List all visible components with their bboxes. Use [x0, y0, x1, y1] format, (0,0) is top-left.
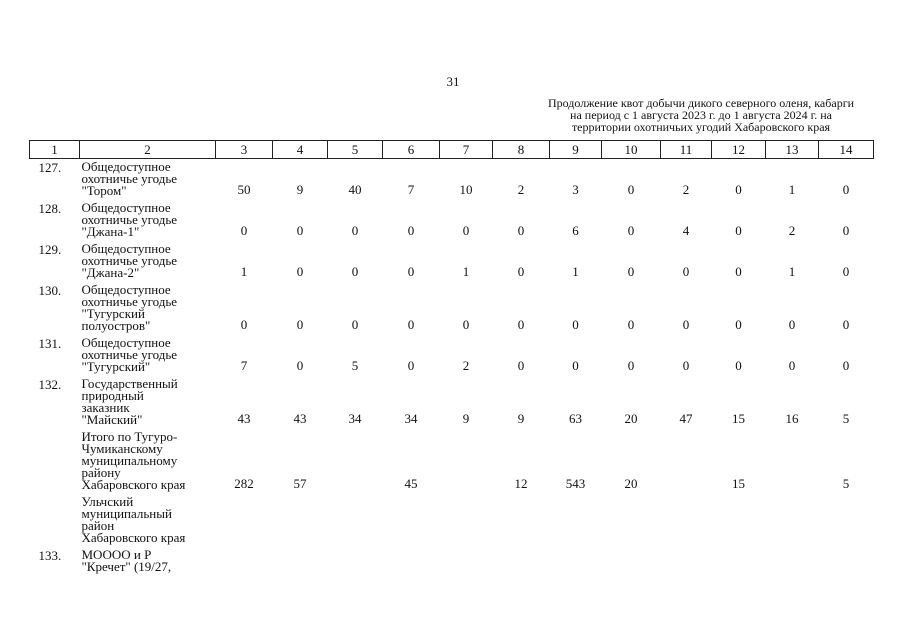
- column-number-8: 8: [493, 141, 550, 159]
- quota-value: 43: [293, 411, 307, 426]
- quota-value: 1: [240, 264, 248, 279]
- name-line: охотничье угодье: [81, 171, 178, 186]
- row-number: 130.: [38, 283, 62, 298]
- quota-value: [328, 494, 383, 547]
- quota-value: 9: [517, 411, 525, 426]
- name-line: Государственный: [81, 376, 178, 391]
- quota-value: [766, 547, 819, 576]
- quota-value: 0: [240, 317, 248, 332]
- quota-value: 0: [296, 223, 304, 238]
- column-number-9: 9: [550, 141, 602, 159]
- quota-value: [493, 494, 550, 547]
- hunting-ground-name: [80, 282, 216, 335]
- quota-value: 16: [785, 411, 799, 426]
- quota-value: 45: [404, 476, 418, 491]
- quota-value: 4: [682, 223, 690, 238]
- quota-value: 0: [296, 358, 304, 373]
- name-line: район: [81, 518, 115, 533]
- quota-value: 2: [462, 358, 470, 373]
- quota-value: 0: [682, 264, 690, 279]
- column-number-14: 14: [819, 141, 874, 159]
- column-number-2: 2: [80, 141, 216, 159]
- row-number: 131.: [38, 336, 62, 351]
- quota-value: 0: [788, 358, 796, 373]
- quota-value: 0: [572, 358, 579, 373]
- name-line: "Джана-1": [81, 224, 140, 239]
- quota-value: 12: [514, 476, 528, 491]
- hunting-ground-name: [80, 547, 216, 576]
- quota-value: 63: [569, 411, 582, 426]
- name-line: "Кречет" (19/27,: [81, 559, 172, 574]
- quota-value: [766, 494, 819, 547]
- column-number-10: 10: [602, 141, 661, 159]
- name-line: Итого по Тугуро-: [81, 429, 178, 444]
- quota-value: 57: [293, 476, 307, 491]
- quota-value: 0: [735, 264, 742, 279]
- quota-value: [712, 547, 766, 576]
- name-line: "Майский": [81, 412, 143, 427]
- row-number: 129.: [38, 242, 62, 257]
- row-number: 132.: [38, 377, 62, 392]
- quota-value: [440, 429, 493, 494]
- quota-value: 0: [240, 223, 248, 238]
- quota-value: 0: [517, 317, 525, 332]
- quota-value: 0: [517, 358, 525, 373]
- name-line: району: [81, 465, 121, 480]
- quota-value: 5: [842, 411, 850, 426]
- quota-value: [440, 547, 493, 576]
- name-line: муниципальный: [81, 506, 172, 521]
- name-line: "Тугурский: [81, 306, 145, 321]
- name-line: охотничье угодье: [81, 253, 178, 268]
- name-line: Хабаровского края: [81, 530, 186, 545]
- quota-value: 0: [788, 317, 796, 332]
- quota-value: 543: [565, 476, 586, 491]
- continuation-heading-line: территории охотничьих угодий Хабаровского края: [571, 120, 831, 134]
- quota-value: 20: [624, 411, 638, 426]
- quota-value: 0: [407, 223, 415, 238]
- name-line: охотничье угодье: [81, 212, 178, 227]
- column-number-4: 4: [273, 141, 328, 159]
- column-number-5: 5: [328, 141, 383, 159]
- quota-value: 0: [627, 317, 635, 332]
- quota-value: [661, 547, 712, 576]
- quota-value: 2: [517, 182, 525, 197]
- quota-value: 0: [842, 223, 850, 238]
- quota-value: 5: [351, 358, 359, 373]
- continuation-heading-line: Продолжение квот добычи дикого северного оленя, кабарги: [547, 96, 855, 110]
- quota-value: [661, 429, 712, 494]
- row-number: 133.: [38, 548, 62, 563]
- name-line: природный: [81, 388, 144, 403]
- quota-value: 0: [351, 317, 359, 332]
- hunting-ground-name: [80, 241, 216, 282]
- name-line: Чумиканскому: [81, 441, 163, 456]
- quota-value: 0: [842, 182, 850, 197]
- column-number-13: 13: [766, 141, 819, 159]
- quota-value: [440, 494, 493, 547]
- table-row: [30, 335, 874, 376]
- quota-value: [383, 494, 440, 547]
- column-number-11: 11: [661, 141, 712, 159]
- name-line: Общедоступное: [81, 200, 171, 215]
- quota-value: 7: [407, 182, 415, 197]
- quota-value: 0: [627, 223, 635, 238]
- quota-value: [273, 494, 328, 547]
- quota-value: 34: [348, 411, 362, 426]
- column-number-7: 7: [440, 141, 493, 159]
- quota-value: 0: [517, 264, 525, 279]
- row-number: [30, 429, 80, 494]
- row-number: [30, 494, 80, 547]
- quota-value: [819, 547, 874, 576]
- name-line: Общедоступное: [81, 282, 171, 297]
- quota-value: 0: [462, 317, 470, 332]
- name-line: Общедоступное: [81, 335, 171, 350]
- table-row: [30, 494, 874, 547]
- quota-value: 0: [682, 317, 690, 332]
- quota-value: 0: [682, 358, 690, 373]
- quota-value: [602, 547, 661, 576]
- page-number: 31: [446, 74, 460, 89]
- quota-value: [602, 494, 661, 547]
- quota-value: 0: [842, 317, 850, 332]
- quota-value: 40: [348, 182, 362, 197]
- name-line: "Тором": [81, 183, 127, 198]
- quota-value: [550, 547, 602, 576]
- quota-value: 0: [842, 358, 850, 373]
- name-line: МОООО и Р: [81, 547, 152, 562]
- quota-value: 15: [732, 411, 745, 426]
- quota-value: 50: [237, 182, 251, 197]
- quota-value: 1: [572, 264, 579, 279]
- quota-value: 0: [407, 264, 415, 279]
- quota-value: 1: [788, 182, 796, 197]
- hunting-ground-name: [80, 335, 216, 376]
- name-line: Общедоступное: [81, 241, 171, 256]
- quota-value: 0: [407, 358, 415, 373]
- table-row: [30, 429, 874, 494]
- quota-value: 0: [735, 182, 742, 197]
- quota-value: 0: [517, 223, 525, 238]
- quota-value: 47: [679, 411, 693, 426]
- quota-value: 43: [237, 411, 251, 426]
- quota-value: 0: [627, 182, 635, 197]
- name-line: заказник: [81, 400, 130, 415]
- quota-value: [712, 494, 766, 547]
- quota-value: 282: [234, 476, 254, 491]
- quota-value: [493, 547, 550, 576]
- quota-value: 0: [627, 264, 635, 279]
- name-line: Общедоступное: [81, 159, 171, 174]
- name-line: "Тугурский": [81, 359, 151, 374]
- table-row: [30, 282, 874, 335]
- quota-value: 0: [735, 358, 742, 373]
- quota-value: 15: [732, 476, 745, 491]
- quota-value: [661, 494, 712, 547]
- table-row: [30, 376, 874, 429]
- quota-value: 0: [842, 264, 850, 279]
- column-number-6: 6: [383, 141, 440, 159]
- quota-value: 20: [624, 476, 638, 491]
- hunting-ground-name: [80, 429, 216, 494]
- name-line: Ульчский: [81, 494, 134, 509]
- hunting-ground-name: [80, 159, 216, 201]
- quota-value: 1: [462, 264, 470, 279]
- continuation-heading: [520, 97, 882, 133]
- quota-value: 9: [462, 411, 470, 426]
- quota-value: 6: [572, 223, 579, 238]
- quota-value: 7: [240, 358, 248, 373]
- quota-value: 10: [459, 182, 473, 197]
- name-line: муниципальному: [81, 453, 178, 468]
- quota-value: 0: [627, 358, 635, 373]
- quota-value: 0: [407, 317, 415, 332]
- table-row: [30, 159, 874, 201]
- column-number-3: 3: [216, 141, 273, 159]
- hunting-ground-name: [80, 200, 216, 241]
- quota-value: 5: [842, 476, 850, 491]
- quota-table: [29, 140, 874, 576]
- quota-value: 0: [296, 264, 304, 279]
- quota-value: [819, 494, 874, 547]
- quota-value: [383, 547, 440, 576]
- quota-value: [328, 429, 383, 494]
- table-row: [30, 241, 874, 282]
- quota-value: 0: [296, 317, 304, 332]
- quota-value: 0: [735, 223, 742, 238]
- quota-value: 34: [404, 411, 418, 426]
- quota-value: [216, 494, 273, 547]
- hunting-ground-name: [80, 494, 216, 547]
- quota-value: [328, 547, 383, 576]
- quota-value: 2: [682, 182, 690, 197]
- column-number-12: 12: [712, 141, 766, 159]
- quota-value: 0: [462, 223, 470, 238]
- quota-value: 0: [351, 223, 359, 238]
- row-number: 128.: [38, 201, 62, 216]
- quota-value: [550, 494, 602, 547]
- name-line: Хабаровского края: [81, 477, 186, 492]
- hunting-ground-name: [80, 376, 216, 429]
- name-line: охотничье угодье: [81, 294, 178, 309]
- quota-value: [216, 547, 273, 576]
- quota-value: 9: [296, 182, 304, 197]
- quota-value: 0: [735, 317, 742, 332]
- quota-value: [766, 429, 819, 494]
- name-line: охотничье угодье: [81, 347, 178, 362]
- quota-value: 2: [788, 223, 796, 238]
- quota-value: 0: [572, 317, 579, 332]
- quota-value: [273, 547, 328, 576]
- quota-value: 3: [572, 182, 579, 197]
- column-number-row: [30, 141, 874, 159]
- table-row: [30, 200, 874, 241]
- row-number: 127.: [38, 160, 62, 175]
- continuation-heading-line: на период с 1 августа 2023 г. до 1 августа 2024 г. на: [570, 108, 832, 122]
- quota-value: 0: [351, 264, 359, 279]
- name-line: "Джана-2": [81, 265, 140, 280]
- quota-value: 1: [788, 264, 796, 279]
- column-number-1: 1: [30, 141, 80, 159]
- table-row: [30, 547, 874, 576]
- name-line: полуостров": [81, 318, 151, 333]
